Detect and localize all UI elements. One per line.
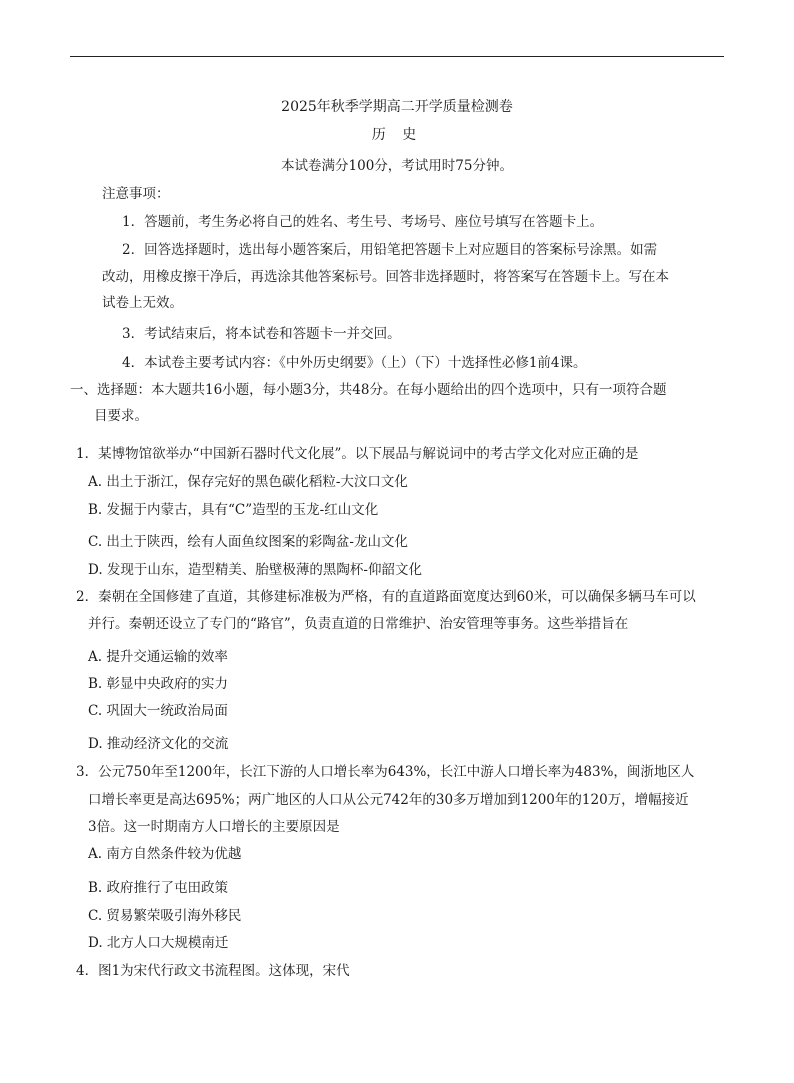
exam-title: 2025年秋季学期高二开学质量检测卷 xyxy=(281,99,513,115)
answer-option: A. 南方自然条件较为优越 xyxy=(88,846,242,862)
subject-title: 历 史 xyxy=(371,127,423,143)
answer-option: C. 出土于陕西，绘有人面鱼纹图案的彩陶盆-龙山文化 xyxy=(88,534,408,550)
note-item: 4．本试卷主要考试内容：《中外历史纲要》（上）（下）十选择性必修1前4课。 xyxy=(122,355,587,371)
section-heading-continuation: 目要求。 xyxy=(94,408,148,424)
notes-heading: 注意事项： xyxy=(102,186,170,202)
question-stem-continuation: 并行。秦朝还设立了专门的“路官”，负责直道的日常维护、治安管理等事务。这些举措旨在 xyxy=(88,616,629,632)
answer-option: D. 发现于山东，造型精美、胎壁极薄的黑陶杯-仰韶文化 xyxy=(88,562,422,578)
score-info: 本试卷满分100分，考试用时75分钟。 xyxy=(281,158,513,174)
answer-option: A. 提升交通运输的效率 xyxy=(88,649,228,665)
answer-option: A. 出土于浙江，保存完好的黑色碳化稻粒-大汶口文化 xyxy=(88,474,408,490)
answer-option: D. 北方人口大规模南迁 xyxy=(88,935,229,951)
question-stem: 1．某博物馆欲举办“中国新石器时代文化展”。以下展品与解说词中的考古学文化对应正确的是 xyxy=(76,446,639,462)
note-item-continuation: 改动，用橡皮擦干净后，再选涂其他答案标号。回答非选择题时，将答案写在答题卡上。写在本 xyxy=(102,269,669,285)
question-stem: 4．图1为宋代行政文书流程图。这体现，宋代 xyxy=(76,963,350,979)
answer-option: B. 发掘于内蒙古，具有“C”造型的玉龙-红山文化 xyxy=(88,502,379,518)
note-item: 2．回答选择题时，选出每小题答案后，用铅笔把答题卡上对应题目的答案标号涂黑。如需 xyxy=(122,242,658,258)
answer-option: B. 政府推行了屯田政策 xyxy=(88,880,229,896)
note-item-continuation: 试卷上无效。 xyxy=(102,295,183,311)
header-rule xyxy=(70,56,724,57)
question-stem-continuation: 3倍。这一时期南方人口增长的主要原因是 xyxy=(88,819,340,835)
section-heading: 一、选择题：本大题共16小题，每小题3分，共48分。在每小题给出的四个选项中，只有一项符合题 xyxy=(70,382,667,398)
note-item: 3．考试结束后，将本试卷和答题卡一并交回。 xyxy=(122,326,401,342)
question-stem: 2．秦朝在全国修建了直道，其修建标准极为严格，有的直道路面宽度达到60米，可以确保多辆马车可以 xyxy=(76,589,696,605)
answer-option: D. 推动经济文化的交流 xyxy=(88,736,229,752)
question-stem: 3．公元750年至1200年，长江下游的人口增长率为643%，长江中游人口增长率为483%，闽浙地区人 xyxy=(76,764,695,780)
answer-option: B. 彰显中央政府的实力 xyxy=(88,676,229,692)
answer-option: C. 巩固大一统政治局面 xyxy=(88,703,228,719)
answer-option: C. 贸易繁荣吸引海外移民 xyxy=(88,908,242,924)
note-item: 1．答题前，考生务必将自己的姓名、考生号、考场号、座位号填写在答题卡上。 xyxy=(122,214,604,230)
question-stem-continuation: 口增长率更是高达695%；两广地区的人口从公元742年的30多万增加到1200年的120万，增幅接近 xyxy=(88,792,689,808)
